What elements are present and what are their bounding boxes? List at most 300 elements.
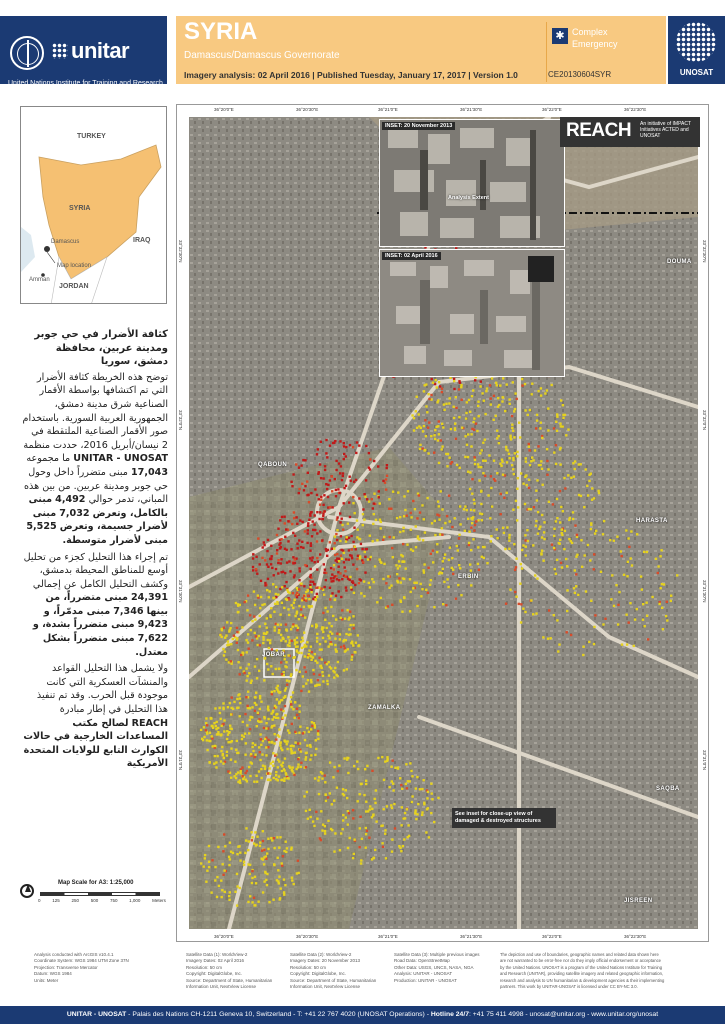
damage-point [328, 645, 330, 647]
damage-point [327, 820, 329, 822]
damage-point [360, 579, 362, 581]
damage-point [280, 558, 282, 560]
damage-point [296, 872, 298, 874]
damage-point [576, 534, 578, 536]
damage-point [302, 732, 304, 734]
damage-point [376, 601, 378, 603]
damage-point [456, 464, 458, 466]
damage-point [326, 627, 328, 629]
damage-point [520, 621, 522, 623]
damage-point [262, 840, 264, 842]
damage-point [205, 729, 207, 731]
damage-point [425, 383, 427, 385]
damage-point [408, 835, 410, 837]
unosat-name: UNOSAT [679, 68, 714, 77]
damage-point [551, 544, 553, 546]
damage-point [477, 405, 479, 407]
damage-point [340, 465, 342, 467]
damage-point [372, 523, 374, 525]
damage-point [254, 756, 256, 758]
damage-point [273, 863, 275, 865]
damage-point [256, 836, 258, 838]
damage-point [423, 803, 425, 805]
damage-point [294, 717, 296, 719]
damage-point [261, 777, 263, 779]
damage-point [503, 532, 505, 534]
analysis-extent-label: Analysis Extent [448, 195, 489, 201]
damage-point [508, 540, 510, 542]
damage-point [437, 425, 439, 427]
damage-point [383, 563, 385, 565]
damage-point [377, 465, 379, 467]
damage-point [301, 647, 303, 649]
damage-point [343, 502, 345, 504]
damage-point [308, 690, 310, 692]
damage-point [208, 861, 210, 863]
damage-point [455, 438, 457, 440]
damage-point [364, 556, 366, 558]
damage-point [269, 590, 271, 592]
damage-point [276, 552, 278, 554]
damage-point [482, 460, 484, 462]
damage-point [480, 380, 482, 382]
damage-point [539, 526, 541, 528]
damage-point [509, 435, 511, 437]
damage-point [398, 560, 400, 562]
damage-point [278, 882, 280, 884]
damage-point [271, 648, 273, 650]
damage-point [561, 528, 563, 530]
damage-point [200, 862, 202, 864]
damage-point [409, 610, 411, 612]
coord-top-1: 36°20'30"E [296, 107, 319, 112]
locator-label-syria: SYRIA [69, 205, 91, 212]
damage-point [357, 768, 359, 770]
damage-point [449, 397, 451, 399]
damage-point [292, 473, 294, 475]
damage-point [244, 852, 246, 854]
damage-point [303, 632, 305, 634]
damage-point [348, 559, 350, 561]
damage-point [499, 384, 501, 386]
damage-point [293, 774, 295, 776]
damage-point [379, 558, 381, 560]
damage-point [473, 502, 475, 504]
damage-point [426, 797, 428, 799]
damage-point [527, 414, 529, 416]
damage-point [320, 648, 322, 650]
damage-point [324, 640, 326, 642]
damage-point [290, 628, 292, 630]
damage-point [513, 543, 515, 545]
damage-point [481, 556, 483, 558]
damage-point [258, 670, 260, 672]
damage-point [351, 658, 353, 660]
damage-point [267, 838, 269, 840]
damage-point [280, 887, 282, 889]
damage-point [375, 789, 377, 791]
damage-point [228, 644, 230, 646]
metadata-col-2: Satellite Data (1): WorldView-2 Imagery Dates: 02 April 2016 Resolution: 50 cm Copyright: DigitalGlobe, Inc. Source: Department of State, Humanitarian Information Unit, NextView License [186, 952, 273, 990]
damage-point [358, 582, 360, 584]
damage-point [524, 503, 526, 505]
damage-point [255, 635, 257, 637]
damage-point [290, 548, 292, 550]
damage-point [351, 557, 353, 559]
damage-point [574, 569, 576, 571]
damage-point [666, 601, 668, 603]
damage-point [239, 673, 241, 675]
damage-point [317, 730, 319, 732]
damage-point [584, 554, 586, 556]
damage-point [215, 761, 217, 763]
damage-point [211, 735, 213, 737]
damage-point [321, 658, 323, 660]
damage-point [305, 600, 307, 602]
damage-point [544, 392, 546, 394]
damage-point [239, 772, 241, 774]
damage-point [316, 540, 318, 542]
damage-point [293, 511, 295, 513]
damage-point [555, 463, 557, 465]
damage-point [316, 453, 318, 455]
damage-point [342, 814, 344, 816]
damage-point [465, 417, 467, 419]
damage-point [283, 891, 285, 893]
damage-point [302, 685, 304, 687]
damage-point [315, 811, 317, 813]
damage-point [593, 643, 595, 645]
damage-point [595, 530, 597, 532]
damage-point [373, 493, 375, 495]
locator-city-amman: Amman [29, 277, 50, 283]
damage-point [334, 832, 336, 834]
damage-point [360, 862, 362, 864]
damage-point [284, 714, 286, 716]
damage-point [356, 760, 358, 762]
damage-point [453, 388, 455, 390]
damage-point [327, 635, 329, 637]
satellite-map[interactable] [189, 117, 698, 929]
damage-point [236, 637, 238, 639]
damage-point [521, 384, 523, 386]
damage-point [288, 560, 290, 562]
damage-point [297, 860, 299, 862]
damage-point [382, 824, 384, 826]
damage-point [383, 536, 385, 538]
damage-point [220, 718, 222, 720]
damage-point [310, 511, 312, 513]
scale-bar-block [20, 880, 170, 910]
damage-point [316, 532, 318, 534]
damage-point [659, 555, 661, 557]
damage-point [249, 775, 251, 777]
damage-point [293, 883, 295, 885]
damage-point [378, 490, 380, 492]
damage-point [294, 615, 296, 617]
damage-point [333, 575, 335, 577]
damage-point [427, 791, 429, 793]
damage-point [286, 599, 288, 601]
damage-point [294, 701, 296, 703]
damage-point [566, 565, 568, 567]
damage-point [531, 383, 533, 385]
damage-point [309, 744, 311, 746]
damage-point [310, 728, 312, 730]
damage-point [266, 884, 268, 886]
damage-point [385, 478, 387, 480]
damage-point [441, 445, 443, 447]
damage-point [428, 421, 430, 423]
damage-point [574, 460, 576, 462]
damage-point [292, 532, 294, 534]
damage-point [410, 770, 412, 772]
damage-point [342, 828, 344, 830]
damage-point [405, 567, 407, 569]
damage-point [228, 899, 230, 901]
damage-point [580, 539, 582, 541]
damage-point [284, 757, 286, 759]
damage-point [400, 824, 402, 826]
damage-point [203, 865, 205, 867]
damage-point [261, 557, 263, 559]
damage-point [500, 513, 502, 515]
damage-point [438, 420, 440, 422]
unitar-name: unitar [71, 38, 130, 63]
damage-point [316, 593, 318, 595]
damage-point [574, 468, 576, 470]
damage-point [313, 673, 315, 675]
damage-point [324, 830, 326, 832]
damage-point [386, 467, 388, 469]
damage-point [407, 490, 409, 492]
damage-point [470, 445, 472, 447]
damage-point [352, 624, 354, 626]
inset-2016[interactable] [379, 249, 565, 377]
title-band [176, 16, 666, 84]
damage-point [541, 536, 543, 538]
damage-point [392, 491, 394, 493]
damage-point [566, 589, 568, 591]
damage-point [534, 574, 536, 576]
damage-point [311, 556, 313, 558]
damage-point [338, 579, 340, 581]
damage-point [546, 389, 548, 391]
damage-point [543, 521, 545, 523]
damage-point [304, 530, 306, 532]
damage-point [285, 628, 287, 630]
damage-point [282, 762, 284, 764]
map-subtitle: Damascus/Damascus Governorate [184, 50, 340, 61]
damage-point [256, 658, 258, 660]
damage-point [275, 778, 277, 780]
damage-point [511, 424, 513, 426]
damage-point [257, 712, 259, 714]
damage-point [347, 823, 349, 825]
damage-point [496, 430, 498, 432]
damage-point [237, 661, 239, 663]
damage-point [252, 569, 254, 571]
damage-point [323, 572, 325, 574]
damage-point [459, 382, 461, 384]
damage-point [329, 631, 331, 633]
damage-point [226, 754, 228, 756]
damage-point [310, 591, 312, 593]
damage-point [310, 659, 312, 661]
damage-point [576, 554, 578, 556]
damage-point [473, 499, 475, 501]
damage-point [514, 452, 516, 454]
damage-point [257, 537, 259, 539]
damage-point [442, 426, 444, 428]
damage-point [222, 708, 224, 710]
damage-point [529, 409, 531, 411]
damage-point [411, 775, 413, 777]
damage-point [355, 642, 357, 644]
damage-point [258, 721, 260, 723]
damage-point [372, 507, 374, 509]
damage-point [297, 763, 299, 765]
damage-point [338, 462, 340, 464]
damage-point [393, 536, 395, 538]
damage-point [414, 812, 416, 814]
damage-point [307, 656, 309, 658]
damage-point [497, 397, 499, 399]
coord-top-0: 36°20'0"E [214, 107, 234, 112]
damage-point [225, 658, 227, 660]
damage-point [283, 607, 285, 609]
damage-point [238, 693, 240, 695]
damage-point [458, 416, 460, 418]
damage-point [339, 849, 341, 851]
coord-top-3: 36°21'30"E [460, 107, 483, 112]
damage-point [477, 546, 479, 548]
damage-point [279, 836, 281, 838]
damage-point [352, 502, 354, 504]
damage-point [227, 640, 229, 642]
damage-point [548, 609, 550, 611]
damage-point [617, 623, 619, 625]
inset-2013[interactable] [379, 119, 565, 247]
damage-point [321, 518, 323, 520]
damage-point [508, 548, 510, 550]
coord-left-3: 33°31'0"N [178, 750, 183, 771]
damage-point [298, 488, 300, 490]
damage-point [415, 818, 417, 820]
damage-point [289, 767, 291, 769]
damage-point [257, 644, 259, 646]
damage-point [316, 494, 318, 496]
damage-point [322, 637, 324, 639]
damage-point [308, 653, 310, 655]
damage-point [405, 763, 407, 765]
damage-point [241, 651, 243, 653]
damage-point [309, 758, 311, 760]
damage-point [263, 727, 265, 729]
damage-point [270, 563, 272, 565]
damage-point [286, 561, 288, 563]
damage-point [365, 801, 367, 803]
damage-point [298, 717, 300, 719]
damage-point [362, 513, 364, 515]
damage-point [403, 838, 405, 840]
damage-point [481, 449, 483, 451]
damage-point [542, 484, 544, 486]
damage-point [294, 562, 296, 564]
place-label-jobar: JOBAR [262, 652, 286, 658]
damage-point [227, 734, 229, 736]
damage-point [327, 683, 329, 685]
damage-point [284, 724, 286, 726]
damage-point [295, 646, 297, 648]
damage-point [426, 411, 428, 413]
damage-point [329, 479, 331, 481]
damage-point [234, 891, 236, 893]
damage-point [448, 457, 450, 459]
damage-point [467, 433, 469, 435]
damage-point [308, 605, 310, 607]
damage-point [349, 579, 351, 581]
damage-point [306, 480, 308, 482]
damage-point [235, 749, 237, 751]
damage-point [372, 813, 374, 815]
damage-point [422, 539, 424, 541]
damage-point [354, 546, 356, 548]
damage-point [294, 751, 296, 753]
damage-point [250, 629, 252, 631]
damage-point [295, 516, 297, 518]
damage-point [560, 399, 562, 401]
damage-point [519, 583, 521, 585]
damage-point [535, 612, 537, 614]
damage-point [306, 744, 308, 746]
damage-point [332, 615, 334, 617]
damage-point [322, 824, 324, 826]
damage-point [348, 618, 350, 620]
damage-point [368, 582, 370, 584]
damage-point [286, 777, 288, 779]
damage-point [304, 564, 306, 566]
damage-point [525, 460, 527, 462]
damage-point [543, 531, 545, 533]
damage-point [436, 543, 438, 545]
damage-point [493, 460, 495, 462]
damage-point [391, 850, 393, 852]
damage-point [461, 399, 463, 401]
damage-point [215, 728, 217, 730]
damage-point [254, 831, 256, 833]
damage-point [251, 620, 253, 622]
damage-point [287, 540, 289, 542]
damage-point [593, 626, 595, 628]
damage-point [304, 655, 306, 657]
damage-point [287, 520, 289, 522]
damage-point [547, 638, 549, 640]
damage-point [515, 566, 517, 568]
damage-point [243, 861, 245, 863]
inset-callout: See inset for close-up view of damaged & destroyed structures [452, 808, 556, 828]
damage-point [581, 566, 583, 568]
damage-point [347, 847, 349, 849]
damage-point [317, 560, 319, 562]
damage-point [399, 531, 401, 533]
damage-point [387, 575, 389, 577]
damage-point [253, 590, 255, 592]
damage-point [430, 553, 432, 555]
main-map-frame [176, 104, 709, 942]
damage-point [259, 845, 261, 847]
damage-point [320, 441, 322, 443]
